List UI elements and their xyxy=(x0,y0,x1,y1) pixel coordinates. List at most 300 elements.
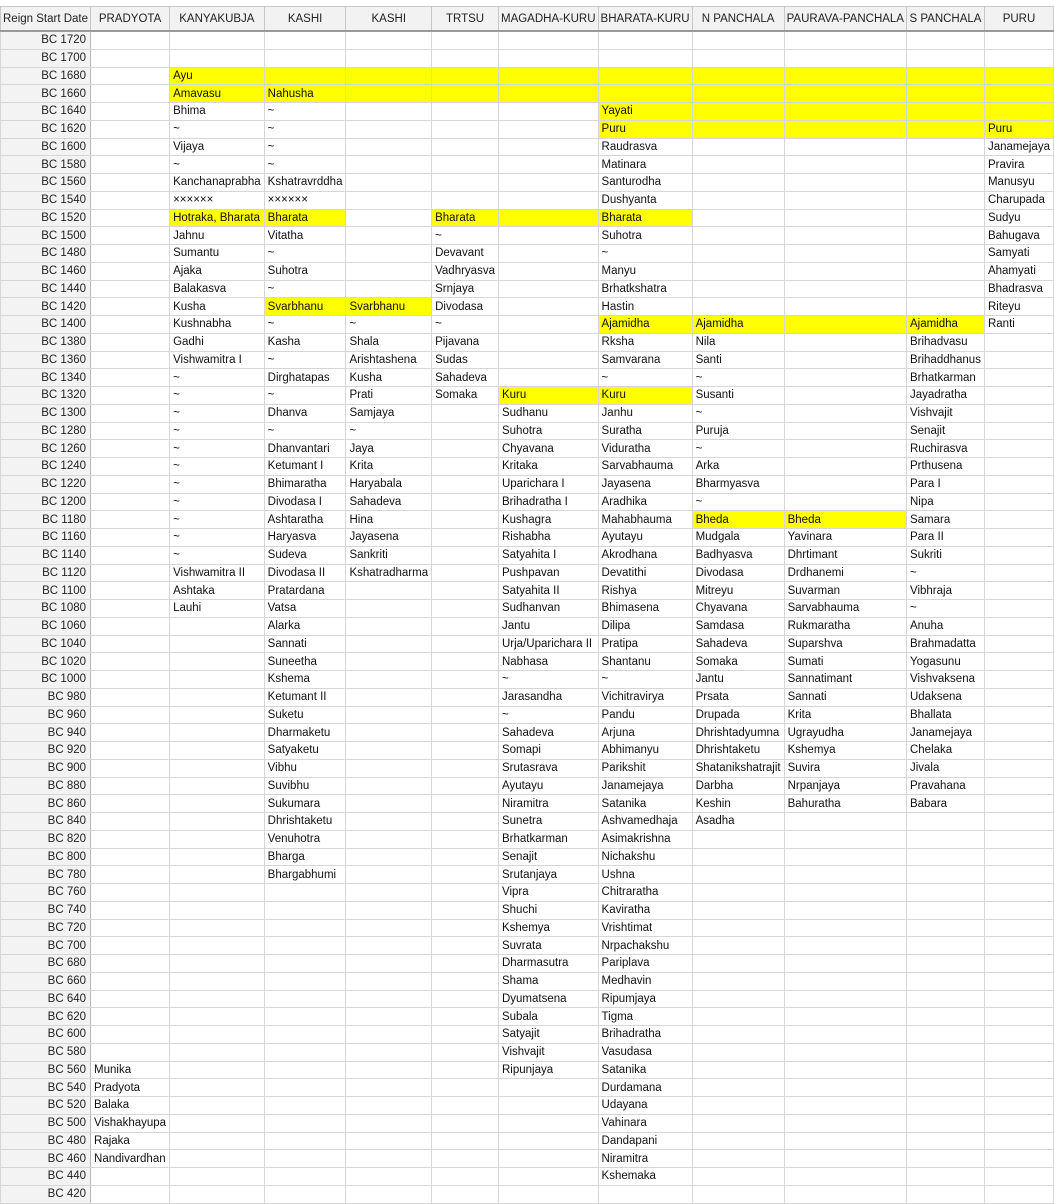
ruler-cell[interactable] xyxy=(984,1008,1053,1026)
ruler-cell[interactable]: Suratha xyxy=(598,422,692,440)
ruler-cell[interactable] xyxy=(170,706,265,724)
ruler-cell[interactable]: ~ xyxy=(170,156,265,174)
ruler-cell[interactable]: Santurodha xyxy=(598,174,692,192)
ruler-cell[interactable] xyxy=(432,919,499,937)
ruler-cell[interactable] xyxy=(346,103,432,121)
ruler-cell[interactable]: Sumati xyxy=(784,653,906,671)
ruler-cell[interactable]: Kshemya xyxy=(784,742,906,760)
ruler-cell[interactable] xyxy=(346,280,432,298)
ruler-cell[interactable]: Kusha xyxy=(346,369,432,387)
ruler-cell[interactable] xyxy=(432,990,499,1008)
reign-start-date-cell[interactable]: BC 1000 xyxy=(1,671,91,689)
ruler-cell[interactable]: Ripumjaya xyxy=(598,990,692,1008)
ruler-cell[interactable]: Devatithi xyxy=(598,564,692,582)
ruler-cell[interactable] xyxy=(906,209,984,227)
ruler-cell[interactable]: Suhotra xyxy=(498,422,598,440)
column-header[interactable]: KASHI xyxy=(264,7,346,32)
ruler-cell[interactable] xyxy=(432,653,499,671)
ruler-cell[interactable] xyxy=(784,1043,906,1061)
ruler-cell[interactable] xyxy=(432,635,499,653)
ruler-cell[interactable]: Arishtashena xyxy=(346,351,432,369)
ruler-cell[interactable] xyxy=(432,688,499,706)
reign-start-date-cell[interactable]: BC 1700 xyxy=(1,49,91,67)
reign-start-date-cell[interactable]: BC 980 xyxy=(1,688,91,706)
ruler-cell[interactable] xyxy=(346,1114,432,1132)
ruler-cell[interactable]: Rishya xyxy=(598,582,692,600)
ruler-cell[interactable] xyxy=(984,1097,1053,1115)
ruler-cell[interactable] xyxy=(692,1026,784,1044)
column-header[interactable]: PAURAVA-PANCHALA xyxy=(784,7,906,32)
ruler-cell[interactable]: Ashtaka xyxy=(170,582,265,600)
ruler-cell[interactable] xyxy=(91,813,170,831)
reign-start-date-cell[interactable]: BC 740 xyxy=(1,901,91,919)
ruler-cell[interactable] xyxy=(346,31,432,49)
ruler-cell[interactable] xyxy=(432,848,499,866)
ruler-cell[interactable] xyxy=(346,1150,432,1168)
ruler-cell[interactable] xyxy=(906,1132,984,1150)
ruler-cell[interactable] xyxy=(170,31,265,49)
ruler-cell[interactable]: Subala xyxy=(498,1008,598,1026)
ruler-cell[interactable] xyxy=(784,990,906,1008)
ruler-cell[interactable] xyxy=(432,955,499,973)
reign-start-date-cell[interactable]: BC 1320 xyxy=(1,387,91,405)
ruler-cell[interactable] xyxy=(91,191,170,209)
ruler-cell[interactable]: Brihadvasu xyxy=(906,333,984,351)
ruler-cell[interactable] xyxy=(346,848,432,866)
ruler-cell[interactable] xyxy=(432,1061,499,1079)
ruler-cell[interactable] xyxy=(984,866,1053,884)
ruler-cell[interactable] xyxy=(906,1185,984,1203)
ruler-cell[interactable] xyxy=(984,49,1053,67)
ruler-cell[interactable] xyxy=(170,795,265,813)
ruler-cell[interactable]: Vadhryasva xyxy=(432,262,499,280)
ruler-cell[interactable]: Sannatimant xyxy=(784,671,906,689)
ruler-cell[interactable]: ~ xyxy=(170,369,265,387)
ruler-cell[interactable] xyxy=(91,333,170,351)
ruler-cell[interactable]: Abhimanyu xyxy=(598,742,692,760)
reign-start-date-cell[interactable]: BC 1300 xyxy=(1,404,91,422)
ruler-cell[interactable] xyxy=(692,31,784,49)
ruler-cell[interactable]: Vishakhayupa xyxy=(91,1114,170,1132)
ruler-cell[interactable] xyxy=(346,653,432,671)
ruler-cell[interactable] xyxy=(906,85,984,103)
reign-start-date-cell[interactable]: BC 1360 xyxy=(1,351,91,369)
reign-start-date-cell[interactable]: BC 1040 xyxy=(1,635,91,653)
ruler-cell[interactable]: Munika xyxy=(91,1061,170,1079)
ruler-cell[interactable] xyxy=(91,635,170,653)
ruler-cell[interactable] xyxy=(906,67,984,85)
ruler-cell[interactable]: ~ xyxy=(598,671,692,689)
ruler-cell[interactable] xyxy=(784,972,906,990)
ruler-cell[interactable]: Sumantu xyxy=(170,245,265,263)
ruler-cell[interactable] xyxy=(906,972,984,990)
ruler-cell[interactable] xyxy=(984,777,1053,795)
ruler-cell[interactable]: ~ xyxy=(498,671,598,689)
ruler-cell[interactable] xyxy=(984,724,1053,742)
ruler-cell[interactable] xyxy=(91,600,170,618)
ruler-cell[interactable] xyxy=(784,120,906,138)
ruler-cell[interactable]: Bhimasena xyxy=(598,600,692,618)
ruler-cell[interactable]: ~ xyxy=(170,120,265,138)
ruler-cell[interactable]: Dhrishtaketu xyxy=(264,813,346,831)
ruler-cell[interactable] xyxy=(984,369,1053,387)
ruler-cell[interactable] xyxy=(692,972,784,990)
ruler-cell[interactable] xyxy=(984,671,1053,689)
ruler-cell[interactable] xyxy=(91,972,170,990)
ruler-cell[interactable] xyxy=(170,1114,265,1132)
reign-start-date-cell[interactable]: BC 1640 xyxy=(1,103,91,121)
ruler-cell[interactable] xyxy=(784,866,906,884)
ruler-cell[interactable]: Dirghatapas xyxy=(264,369,346,387)
ruler-cell[interactable] xyxy=(170,830,265,848)
ruler-cell[interactable]: Svarbhanu xyxy=(346,298,432,316)
ruler-cell[interactable] xyxy=(346,1132,432,1150)
ruler-cell[interactable] xyxy=(170,635,265,653)
ruler-cell[interactable] xyxy=(784,138,906,156)
ruler-cell[interactable] xyxy=(170,1026,265,1044)
ruler-cell[interactable]: Pravira xyxy=(984,156,1053,174)
ruler-cell[interactable] xyxy=(91,387,170,405)
ruler-cell[interactable]: Somapi xyxy=(498,742,598,760)
ruler-cell[interactable] xyxy=(498,49,598,67)
ruler-cell[interactable] xyxy=(692,937,784,955)
ruler-cell[interactable] xyxy=(692,955,784,973)
ruler-cell[interactable]: Sahadeva xyxy=(692,635,784,653)
ruler-cell[interactable]: Devavant xyxy=(432,245,499,263)
ruler-cell[interactable] xyxy=(984,990,1053,1008)
ruler-cell[interactable] xyxy=(346,1008,432,1026)
ruler-cell[interactable] xyxy=(784,298,906,316)
ruler-cell[interactable] xyxy=(498,31,598,49)
ruler-cell[interactable] xyxy=(170,972,265,990)
ruler-cell[interactable] xyxy=(346,759,432,777)
ruler-cell[interactable] xyxy=(692,1114,784,1132)
ruler-cell[interactable] xyxy=(264,1114,346,1132)
ruler-cell[interactable] xyxy=(984,937,1053,955)
ruler-cell[interactable]: Dhrishtaketu xyxy=(692,742,784,760)
reign-start-date-cell[interactable]: BC 520 xyxy=(1,1097,91,1115)
ruler-cell[interactable]: Dharmaketu xyxy=(264,724,346,742)
ruler-cell[interactable]: Parikshit xyxy=(598,759,692,777)
ruler-cell[interactable] xyxy=(906,280,984,298)
ruler-cell[interactable] xyxy=(692,884,784,902)
ruler-cell[interactable] xyxy=(906,955,984,973)
ruler-cell[interactable] xyxy=(906,174,984,192)
ruler-cell[interactable] xyxy=(91,67,170,85)
ruler-cell[interactable] xyxy=(692,67,784,85)
ruler-cell[interactable]: Akrodhana xyxy=(598,546,692,564)
ruler-cell[interactable]: Kshema xyxy=(264,671,346,689)
ruler-cell[interactable]: Sunetra xyxy=(498,813,598,831)
ruler-cell[interactable] xyxy=(784,227,906,245)
ruler-cell[interactable] xyxy=(432,884,499,902)
ruler-cell[interactable] xyxy=(432,404,499,422)
ruler-cell[interactable] xyxy=(170,1150,265,1168)
ruler-cell[interactable] xyxy=(432,85,499,103)
ruler-cell[interactable] xyxy=(264,884,346,902)
ruler-cell[interactable]: Vishwamitra II xyxy=(170,564,265,582)
ruler-cell[interactable]: ~ xyxy=(170,511,265,529)
reign-start-date-cell[interactable]: BC 1720 xyxy=(1,31,91,49)
ruler-cell[interactable]: ~ xyxy=(170,475,265,493)
ruler-cell[interactable]: Brahmadatta xyxy=(906,635,984,653)
ruler-cell[interactable] xyxy=(91,990,170,1008)
ruler-cell[interactable] xyxy=(692,1132,784,1150)
ruler-cell[interactable] xyxy=(264,1185,346,1203)
ruler-cell[interactable]: Asimakrishna xyxy=(598,830,692,848)
ruler-cell[interactable] xyxy=(264,1079,346,1097)
ruler-cell[interactable] xyxy=(432,103,499,121)
ruler-cell[interactable]: ~ xyxy=(692,369,784,387)
ruler-cell[interactable]: Ayutayu xyxy=(598,529,692,547)
ruler-cell[interactable]: Ahamyati xyxy=(984,262,1053,280)
ruler-cell[interactable]: Suhotra xyxy=(598,227,692,245)
ruler-cell[interactable]: ~ xyxy=(432,316,499,334)
ruler-cell[interactable]: Hastin xyxy=(598,298,692,316)
ruler-cell[interactable] xyxy=(784,262,906,280)
reign-start-date-cell[interactable]: BC 960 xyxy=(1,706,91,724)
ruler-cell[interactable]: Jayasena xyxy=(346,529,432,547)
ruler-cell[interactable] xyxy=(264,937,346,955)
ruler-cell[interactable]: Kshemya xyxy=(498,919,598,937)
ruler-cell[interactable]: Ayutayu xyxy=(498,777,598,795)
ruler-cell[interactable] xyxy=(432,795,499,813)
ruler-cell[interactable] xyxy=(906,937,984,955)
ruler-cell[interactable] xyxy=(264,972,346,990)
reign-start-date-cell[interactable]: BC 1680 xyxy=(1,67,91,85)
ruler-cell[interactable]: ~ xyxy=(170,546,265,564)
ruler-cell[interactable] xyxy=(346,1061,432,1079)
ruler-cell[interactable] xyxy=(784,937,906,955)
ruler-cell[interactable]: Bhadrasva xyxy=(984,280,1053,298)
ruler-cell[interactable]: Kshatradharma xyxy=(346,564,432,582)
ruler-cell[interactable]: Dhanva xyxy=(264,404,346,422)
ruler-cell[interactable]: Kushagra xyxy=(498,511,598,529)
reign-start-date-cell[interactable]: BC 1620 xyxy=(1,120,91,138)
ruler-cell[interactable] xyxy=(432,31,499,49)
ruler-cell[interactable] xyxy=(906,1150,984,1168)
ruler-cell[interactable]: Suvira xyxy=(784,759,906,777)
column-header[interactable]: PURU xyxy=(984,7,1053,32)
ruler-cell[interactable]: ~ xyxy=(170,493,265,511)
ruler-cell[interactable] xyxy=(692,174,784,192)
ruler-cell[interactable]: Yayati xyxy=(598,103,692,121)
ruler-cell[interactable]: Suhotra xyxy=(264,262,346,280)
ruler-cell[interactable] xyxy=(432,1150,499,1168)
ruler-cell[interactable]: Vijaya xyxy=(170,138,265,156)
ruler-cell[interactable] xyxy=(784,404,906,422)
ruler-cell[interactable]: Suneetha xyxy=(264,653,346,671)
ruler-cell[interactable] xyxy=(784,1114,906,1132)
ruler-cell[interactable] xyxy=(346,972,432,990)
ruler-cell[interactable] xyxy=(906,156,984,174)
ruler-cell[interactable] xyxy=(692,138,784,156)
ruler-cell[interactable]: Vibhu xyxy=(264,759,346,777)
ruler-cell[interactable]: Pravahana xyxy=(906,777,984,795)
ruler-cell[interactable]: Sannati xyxy=(264,635,346,653)
ruler-cell[interactable] xyxy=(91,103,170,121)
ruler-cell[interactable] xyxy=(432,1132,499,1150)
ruler-cell[interactable] xyxy=(170,1061,265,1079)
ruler-cell[interactable] xyxy=(432,759,499,777)
ruler-cell[interactable]: Pradyota xyxy=(91,1079,170,1097)
ruler-cell[interactable] xyxy=(432,617,499,635)
ruler-cell[interactable] xyxy=(91,724,170,742)
ruler-cell[interactable] xyxy=(432,67,499,85)
reign-start-date-cell[interactable]: BC 440 xyxy=(1,1168,91,1186)
ruler-cell[interactable] xyxy=(432,724,499,742)
ruler-cell[interactable] xyxy=(91,919,170,937)
ruler-cell[interactable] xyxy=(984,475,1053,493)
ruler-cell[interactable] xyxy=(984,706,1053,724)
ruler-cell[interactable] xyxy=(906,813,984,831)
ruler-cell[interactable]: Jahnu xyxy=(170,227,265,245)
ruler-cell[interactable] xyxy=(984,1043,1053,1061)
ruler-cell[interactable] xyxy=(432,156,499,174)
ruler-cell[interactable]: Bheda xyxy=(692,511,784,529)
ruler-cell[interactable]: Brihadratha xyxy=(598,1026,692,1044)
ruler-cell[interactable] xyxy=(906,1061,984,1079)
ruler-cell[interactable] xyxy=(984,582,1053,600)
reign-start-date-cell[interactable]: BC 1580 xyxy=(1,156,91,174)
ruler-cell[interactable] xyxy=(498,245,598,263)
ruler-cell[interactable] xyxy=(692,227,784,245)
column-header[interactable]: KANYAKUBJA xyxy=(170,7,265,32)
ruler-cell[interactable] xyxy=(432,120,499,138)
ruler-cell[interactable]: Kuru xyxy=(498,387,598,405)
reign-start-date-cell[interactable]: BC 1060 xyxy=(1,617,91,635)
ruler-cell[interactable] xyxy=(346,120,432,138)
ruler-cell[interactable] xyxy=(91,245,170,263)
ruler-cell[interactable]: Srutanjaya xyxy=(498,866,598,884)
ruler-cell[interactable]: Pushpavan xyxy=(498,564,598,582)
ruler-cell[interactable] xyxy=(346,138,432,156)
ruler-cell[interactable] xyxy=(498,85,598,103)
ruler-cell[interactable] xyxy=(91,795,170,813)
ruler-cell[interactable] xyxy=(170,1008,265,1026)
ruler-cell[interactable]: Prsata xyxy=(692,688,784,706)
ruler-cell[interactable]: Rukmaratha xyxy=(784,617,906,635)
ruler-cell[interactable]: Brhatkarman xyxy=(498,830,598,848)
ruler-cell[interactable] xyxy=(598,49,692,67)
column-header[interactable]: TRTSU xyxy=(432,7,499,32)
ruler-cell[interactable] xyxy=(91,955,170,973)
ruler-cell[interactable] xyxy=(906,1097,984,1115)
ruler-cell[interactable] xyxy=(170,955,265,973)
reign-start-date-cell[interactable]: BC 1440 xyxy=(1,280,91,298)
ruler-cell[interactable] xyxy=(91,830,170,848)
column-header-reign-start-date[interactable]: Reign Start Date xyxy=(1,7,91,32)
ruler-cell[interactable]: ~ xyxy=(264,138,346,156)
ruler-cell[interactable] xyxy=(346,1097,432,1115)
ruler-cell[interactable] xyxy=(692,156,784,174)
ruler-cell[interactable] xyxy=(598,1185,692,1203)
ruler-cell[interactable]: Shama xyxy=(498,972,598,990)
ruler-cell[interactable]: Vishvaksena xyxy=(906,671,984,689)
reign-start-date-cell[interactable]: BC 420 xyxy=(1,1185,91,1203)
reign-start-date-cell[interactable]: BC 940 xyxy=(1,724,91,742)
ruler-cell[interactable]: Prati xyxy=(346,387,432,405)
ruler-cell[interactable] xyxy=(346,209,432,227)
ruler-cell[interactable] xyxy=(784,369,906,387)
reign-start-date-cell[interactable]: BC 480 xyxy=(1,1132,91,1150)
ruler-cell[interactable]: Alarka xyxy=(264,617,346,635)
ruler-cell[interactable] xyxy=(984,333,1053,351)
ruler-cell[interactable] xyxy=(170,1079,265,1097)
ruler-cell[interactable]: Jayadratha xyxy=(906,387,984,405)
reign-start-date-cell[interactable]: BC 1380 xyxy=(1,333,91,351)
ruler-cell[interactable] xyxy=(692,262,784,280)
ruler-cell[interactable]: Medhavin xyxy=(598,972,692,990)
ruler-cell[interactable] xyxy=(984,1114,1053,1132)
ruler-cell[interactable] xyxy=(984,653,1053,671)
ruler-cell[interactable] xyxy=(264,1150,346,1168)
reign-start-date-cell[interactable]: BC 840 xyxy=(1,813,91,831)
reign-start-date-cell[interactable]: BC 540 xyxy=(1,1079,91,1097)
ruler-cell[interactable] xyxy=(784,333,906,351)
ruler-cell[interactable] xyxy=(432,191,499,209)
ruler-cell[interactable]: Sudeva xyxy=(264,546,346,564)
ruler-cell[interactable]: Urja/Uparichara II xyxy=(498,635,598,653)
ruler-cell[interactable]: Shantanu xyxy=(598,653,692,671)
ruler-cell[interactable]: Kritaka xyxy=(498,458,598,476)
ruler-cell[interactable] xyxy=(170,724,265,742)
ruler-cell[interactable]: Sahadeva xyxy=(498,724,598,742)
ruler-cell[interactable]: Aradhika xyxy=(598,493,692,511)
ruler-cell[interactable]: Ajamidha xyxy=(906,316,984,334)
ruler-cell[interactable] xyxy=(692,245,784,263)
ruler-cell[interactable] xyxy=(432,1026,499,1044)
ruler-cell[interactable] xyxy=(432,1114,499,1132)
ruler-cell[interactable] xyxy=(91,688,170,706)
ruler-cell[interactable] xyxy=(91,546,170,564)
ruler-cell[interactable] xyxy=(432,1043,499,1061)
column-header[interactable]: S PANCHALA xyxy=(906,7,984,32)
ruler-cell[interactable] xyxy=(784,848,906,866)
ruler-cell[interactable] xyxy=(432,138,499,156)
ruler-cell[interactable]: Riteyu xyxy=(984,298,1053,316)
ruler-cell[interactable] xyxy=(432,1185,499,1203)
ruler-cell[interactable] xyxy=(346,955,432,973)
ruler-cell[interactable]: Bhallata xyxy=(906,706,984,724)
ruler-cell[interactable] xyxy=(346,262,432,280)
ruler-cell[interactable] xyxy=(984,458,1053,476)
ruler-cell[interactable] xyxy=(91,31,170,49)
ruler-cell[interactable]: Vahinara xyxy=(598,1114,692,1132)
ruler-cell[interactable]: Janamejaya xyxy=(984,138,1053,156)
ruler-cell[interactable] xyxy=(264,49,346,67)
ruler-cell[interactable]: ~ xyxy=(170,529,265,547)
ruler-cell[interactable] xyxy=(170,49,265,67)
reign-start-date-cell[interactable]: BC 1080 xyxy=(1,600,91,618)
ruler-cell[interactable] xyxy=(498,316,598,334)
ruler-cell[interactable] xyxy=(692,1079,784,1097)
ruler-cell[interactable]: Hina xyxy=(346,511,432,529)
ruler-cell[interactable]: Nipa xyxy=(906,493,984,511)
ruler-cell[interactable]: Babara xyxy=(906,795,984,813)
ruler-cell[interactable]: Gadhi xyxy=(170,333,265,351)
ruler-cell[interactable] xyxy=(432,813,499,831)
ruler-cell[interactable] xyxy=(984,404,1053,422)
ruler-cell[interactable]: Sudyu xyxy=(984,209,1053,227)
ruler-cell[interactable] xyxy=(91,49,170,67)
column-header[interactable]: KASHI xyxy=(346,7,432,32)
ruler-cell[interactable]: Lauhi xyxy=(170,600,265,618)
ruler-cell[interactable] xyxy=(91,848,170,866)
ruler-cell[interactable] xyxy=(346,901,432,919)
ruler-cell[interactable] xyxy=(91,511,170,529)
reign-start-date-cell[interactable]: BC 1460 xyxy=(1,262,91,280)
